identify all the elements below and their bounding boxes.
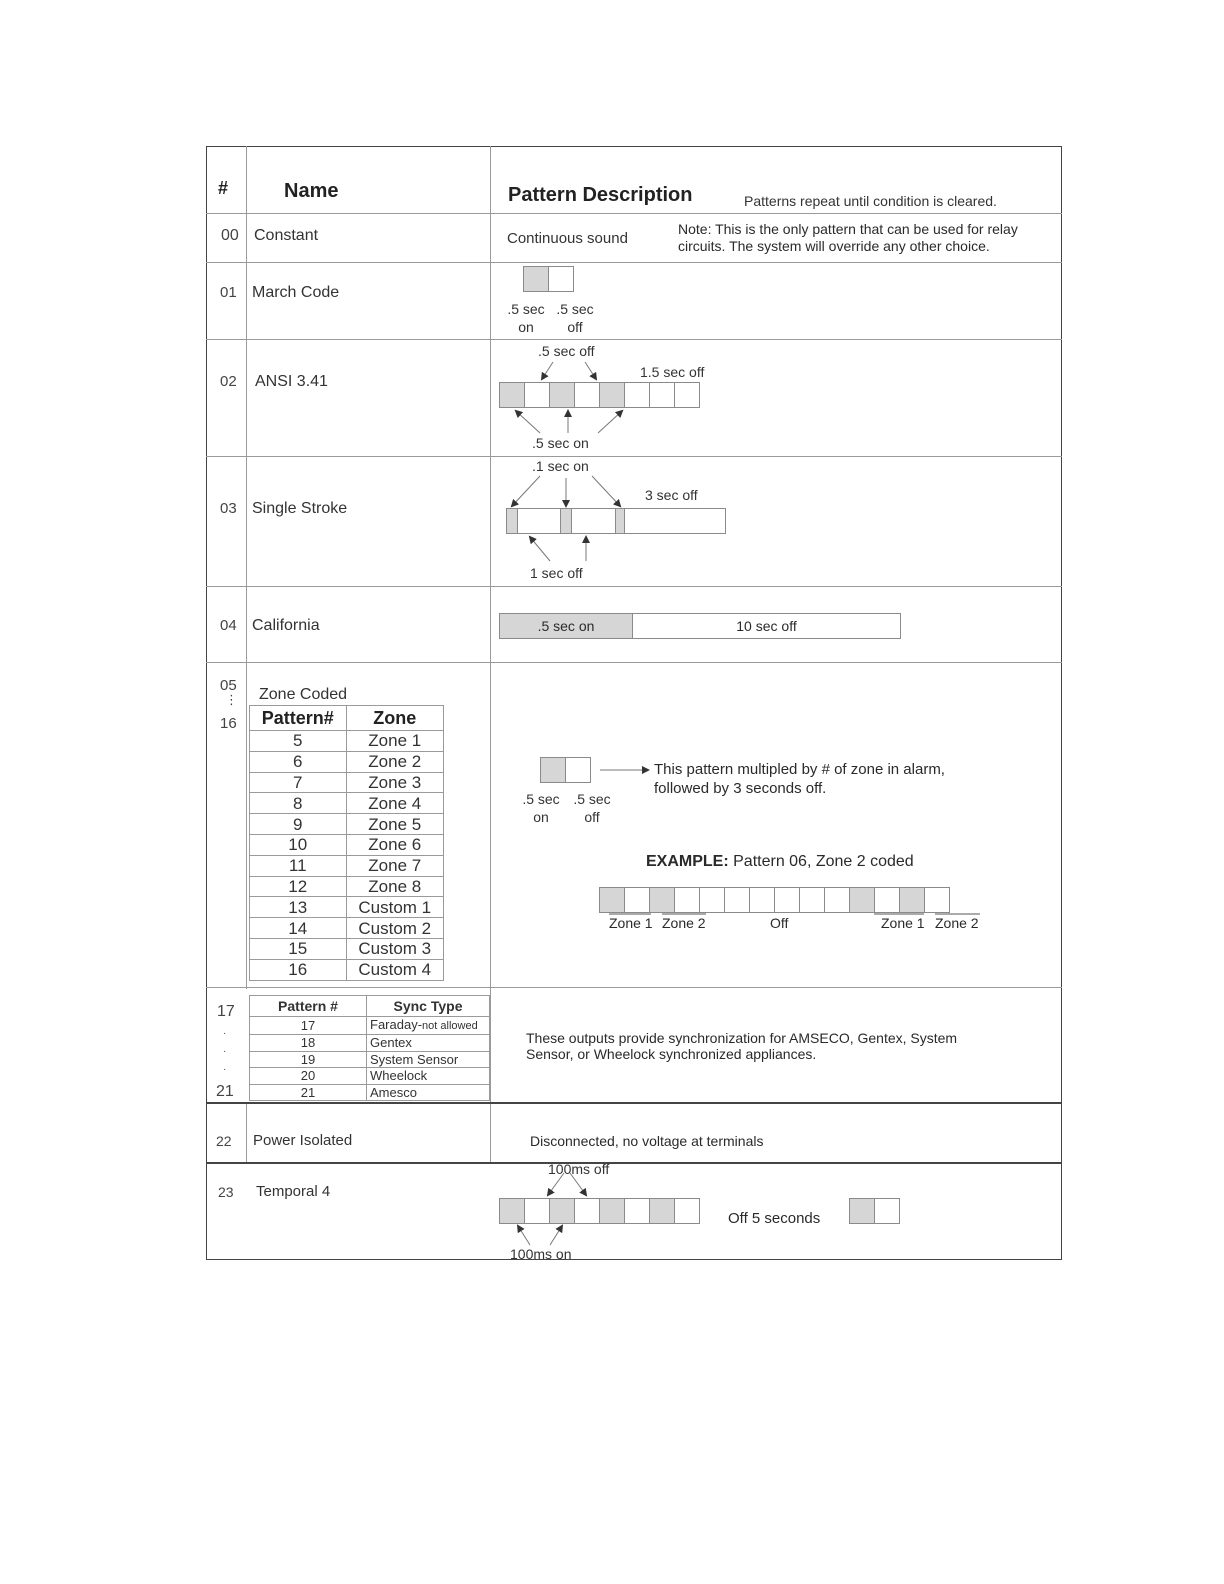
zone-on-label: .5 sec on bbox=[522, 791, 560, 825]
row-17-range-dots: · · · bbox=[223, 1028, 227, 1075]
zone-cell: Custom 4 bbox=[346, 959, 443, 980]
row-divider bbox=[206, 987, 1062, 988]
zone-pattern-cell: 14 bbox=[250, 918, 347, 939]
zone-cell: Zone 6 bbox=[346, 834, 443, 855]
sync-pattern-cell: 21 bbox=[250, 1084, 367, 1101]
sync-type-note: not allowed bbox=[422, 1020, 478, 1032]
pattern-off-segment bbox=[574, 382, 600, 408]
zone-cell: Zone 2 bbox=[346, 751, 443, 772]
pattern-off-segment bbox=[624, 382, 650, 408]
pattern-on-segment bbox=[507, 509, 518, 533]
zone-cell: Custom 3 bbox=[346, 938, 443, 959]
temporal-repeat-pattern bbox=[849, 1198, 899, 1224]
sync-type-cell: System Sensor bbox=[367, 1051, 490, 1068]
zone-multiply-line1: This pattern multipled by # of zone in alarm, bbox=[654, 761, 945, 778]
temporal-off-5-label: Off 5 seconds bbox=[728, 1210, 821, 1227]
row-04-number: 04 bbox=[220, 617, 237, 634]
table-row bbox=[250, 793, 444, 814]
row-divider bbox=[206, 1162, 1062, 1164]
pattern-off-segment bbox=[749, 887, 775, 913]
pattern-off-segment bbox=[674, 382, 700, 408]
column-divider-num-lower bbox=[246, 1103, 247, 1163]
row-divider bbox=[206, 586, 1062, 587]
pattern-on-segment bbox=[499, 382, 525, 408]
row-16-number: 16 bbox=[220, 715, 237, 732]
march-on-label: .5 sec on bbox=[507, 301, 545, 335]
pattern-off-segment bbox=[874, 887, 900, 913]
pattern-on-segment bbox=[849, 1198, 875, 1224]
table-row bbox=[250, 1084, 490, 1101]
row-23-number: 23 bbox=[218, 1184, 234, 1200]
table-row bbox=[250, 751, 444, 772]
zone-table-header-zone: Zone bbox=[346, 706, 443, 731]
pattern-on-segment bbox=[549, 382, 575, 408]
example-label-zone1-repeat: Zone 1 bbox=[881, 915, 925, 931]
header-name: Name bbox=[284, 180, 339, 202]
single-stroke-off-long-label: 3 sec off bbox=[645, 487, 698, 503]
sync-table-header-pattern: Pattern # bbox=[250, 996, 367, 1017]
row-03-number: 03 bbox=[220, 500, 237, 517]
column-divider-num bbox=[246, 146, 247, 989]
row-05-name: Zone Coded bbox=[259, 686, 348, 703]
table-row bbox=[250, 918, 444, 939]
table-row bbox=[250, 959, 444, 980]
zone-cell: Zone 8 bbox=[346, 876, 443, 897]
pattern-off-segment bbox=[874, 1198, 900, 1224]
pattern-off-segment bbox=[624, 1198, 650, 1224]
temporal-off-label: 100ms off bbox=[548, 1161, 610, 1177]
zone-pattern-cell: 7 bbox=[250, 772, 347, 793]
table-row bbox=[250, 1068, 490, 1085]
zone-cell: Zone 5 bbox=[346, 814, 443, 835]
pattern-off-segment bbox=[674, 1198, 700, 1224]
zone-cell: Custom 2 bbox=[346, 918, 443, 939]
zone-pattern-cell: 11 bbox=[250, 855, 347, 876]
single-stroke-pattern bbox=[506, 508, 726, 534]
table-row bbox=[250, 855, 444, 876]
march-off-label: .5 sec off bbox=[556, 301, 594, 335]
sync-pattern-cell: 17 bbox=[250, 1017, 367, 1035]
row-divider bbox=[206, 1102, 1062, 1104]
zone-pattern-cell: 13 bbox=[250, 897, 347, 918]
pattern-on-segment bbox=[649, 887, 675, 913]
california-pattern bbox=[499, 613, 901, 639]
sync-type-cell: Faraday-not allowed bbox=[367, 1017, 490, 1035]
row-divider bbox=[206, 456, 1062, 457]
single-stroke-off-label: 1 sec off bbox=[530, 565, 583, 581]
sync-pattern-cell: 19 bbox=[250, 1051, 367, 1068]
zone-pattern-cell: 12 bbox=[250, 876, 347, 897]
zone-pattern-cell: 9 bbox=[250, 814, 347, 835]
pattern-on-segment bbox=[615, 509, 625, 533]
pattern-on-segment bbox=[599, 887, 625, 913]
row-22-description: Disconnected, no voltage at terminals bbox=[530, 1133, 764, 1149]
row-17-number: 17 bbox=[217, 1003, 235, 1020]
zone-cell: Zone 7 bbox=[346, 855, 443, 876]
zone-cell: Zone 4 bbox=[346, 793, 443, 814]
table-row bbox=[250, 1035, 490, 1052]
california-on-segment: .5 sec on bbox=[500, 614, 633, 638]
pattern-on-segment bbox=[499, 1198, 525, 1224]
pattern-on-segment bbox=[560, 509, 572, 533]
zone-coded-unit-pattern bbox=[540, 757, 590, 783]
row-02-name: ANSI 3.41 bbox=[255, 373, 328, 390]
table-row bbox=[250, 772, 444, 793]
single-stroke-on-label: .1 sec on bbox=[532, 458, 589, 474]
sync-type-cell: Gentex bbox=[367, 1035, 490, 1052]
ansi-off-long-label: 1.5 sec off bbox=[640, 364, 705, 380]
example-label-zone1: Zone 1 bbox=[609, 915, 653, 931]
zone-table-header-pattern: Pattern# bbox=[250, 706, 347, 731]
sync-pattern-cell: 20 bbox=[250, 1068, 367, 1085]
header-pattern-description: Pattern Description bbox=[508, 184, 693, 206]
table-row bbox=[250, 834, 444, 855]
row-00-note-line2: circuits. The system will override any other choice. bbox=[678, 238, 990, 254]
example-label: EXAMPLE: bbox=[646, 853, 729, 870]
pattern-off-segment bbox=[624, 887, 650, 913]
sync-table-header-type: Sync Type bbox=[367, 996, 490, 1017]
example-text: Pattern 06, Zone 2 coded bbox=[733, 853, 914, 870]
row-05-range-dots: ⋮ bbox=[225, 692, 238, 707]
header-repeat-note: Patterns repeat until condition is cleared. bbox=[744, 193, 997, 209]
zone-pattern-cell: 10 bbox=[250, 834, 347, 855]
zone-pattern-cell: 16 bbox=[250, 959, 347, 980]
header-number: # bbox=[218, 178, 229, 198]
row-21-number: 21 bbox=[216, 1083, 234, 1100]
table-row bbox=[250, 814, 444, 835]
pattern-off-segment bbox=[574, 1198, 600, 1224]
ansi-off-short-label: .5 sec off bbox=[538, 343, 595, 359]
table-row bbox=[250, 897, 444, 918]
row-divider bbox=[206, 662, 1062, 663]
sync-type-cell: Wheelock bbox=[367, 1068, 490, 1085]
example-zone-pattern bbox=[599, 887, 949, 913]
pattern-off-segment bbox=[774, 887, 800, 913]
pattern-off-segment bbox=[524, 1198, 550, 1224]
zone-pattern-cell: 15 bbox=[250, 938, 347, 959]
column-divider-name bbox=[490, 146, 491, 1163]
sync-type-cell: Amesco bbox=[367, 1084, 490, 1101]
row-03-name: Single Stroke bbox=[252, 500, 348, 517]
row-divider bbox=[206, 339, 1062, 340]
sync-pattern-cell: 18 bbox=[250, 1035, 367, 1052]
zone-off-label: .5 sec off bbox=[573, 791, 611, 825]
pattern-on-segment bbox=[649, 1198, 675, 1224]
california-off-segment: 10 sec off bbox=[736, 618, 797, 634]
table-row bbox=[250, 876, 444, 897]
pattern-off-segment bbox=[699, 887, 725, 913]
pattern-off-segment bbox=[824, 887, 850, 913]
pattern-off-segment bbox=[524, 382, 550, 408]
pattern-off-segment bbox=[924, 887, 950, 913]
pattern-off-segment bbox=[799, 887, 825, 913]
row-22-number: 22 bbox=[216, 1133, 232, 1149]
zone-pattern-cell: 8 bbox=[250, 793, 347, 814]
example-label-zone2-repeat: Zone 2 bbox=[935, 915, 979, 931]
pattern-off-segment bbox=[548, 266, 574, 292]
zone-multiply-line2: followed by 3 seconds off. bbox=[654, 780, 827, 797]
pattern-on-segment bbox=[899, 887, 925, 913]
march-code-pattern bbox=[523, 266, 573, 292]
row-04-name: California bbox=[252, 617, 320, 634]
example-label-zone2: Zone 2 bbox=[662, 915, 706, 931]
row-00-note-line1: Note: This is the only pattern that can be used for relay bbox=[678, 221, 1018, 237]
pattern-on-segment bbox=[540, 757, 566, 783]
row-01-number: 01 bbox=[220, 284, 237, 301]
row-05-number: 05 bbox=[220, 677, 237, 694]
temporal-on-label: 100ms on bbox=[510, 1246, 572, 1262]
table-row bbox=[250, 938, 444, 959]
row-00-name: Constant bbox=[254, 227, 319, 244]
zone-coded-table bbox=[249, 705, 444, 981]
temporal-pattern bbox=[499, 1198, 699, 1224]
row-divider bbox=[206, 262, 1062, 263]
zone-pattern-cell: 6 bbox=[250, 751, 347, 772]
zone-cell: Zone 1 bbox=[346, 731, 443, 752]
zone-pattern-cell: 5 bbox=[250, 731, 347, 752]
row-00-description: Continuous sound bbox=[507, 230, 628, 247]
pattern-on-segment bbox=[549, 1198, 575, 1224]
row-01-name: March Code bbox=[252, 284, 340, 301]
ansi-on-label: .5 sec on bbox=[532, 435, 589, 451]
table-row bbox=[250, 1051, 490, 1068]
table-row bbox=[250, 1017, 490, 1035]
pattern-on-segment bbox=[599, 1198, 625, 1224]
pattern-off-segment bbox=[674, 887, 700, 913]
table-row bbox=[250, 731, 444, 752]
example-label-off: Off bbox=[770, 915, 789, 931]
pattern-off-segment bbox=[565, 757, 591, 783]
pattern-off-segment bbox=[724, 887, 750, 913]
zone-cell: Zone 3 bbox=[346, 772, 443, 793]
row-23-name: Temporal 4 bbox=[256, 1183, 331, 1200]
sync-description-line1: These outputs provide synchronization for AMSECO, Gentex, System bbox=[526, 1030, 958, 1046]
sync-type-table bbox=[249, 995, 490, 1101]
pattern-off-segment bbox=[649, 382, 675, 408]
pattern-on-segment bbox=[599, 382, 625, 408]
pattern-on-segment bbox=[523, 266, 549, 292]
sync-description-line2: Sensor, or Wheelock synchronized appliances. bbox=[526, 1046, 817, 1062]
zone-cell: Custom 1 bbox=[346, 897, 443, 918]
row-divider bbox=[206, 213, 1062, 214]
ansi-pattern bbox=[499, 382, 699, 408]
row-00-number: 00 bbox=[221, 227, 239, 244]
pattern-on-segment bbox=[849, 887, 875, 913]
example-caption bbox=[646, 853, 914, 871]
row-02-number: 02 bbox=[220, 373, 237, 390]
row-22-name: Power Isolated bbox=[253, 1132, 353, 1149]
